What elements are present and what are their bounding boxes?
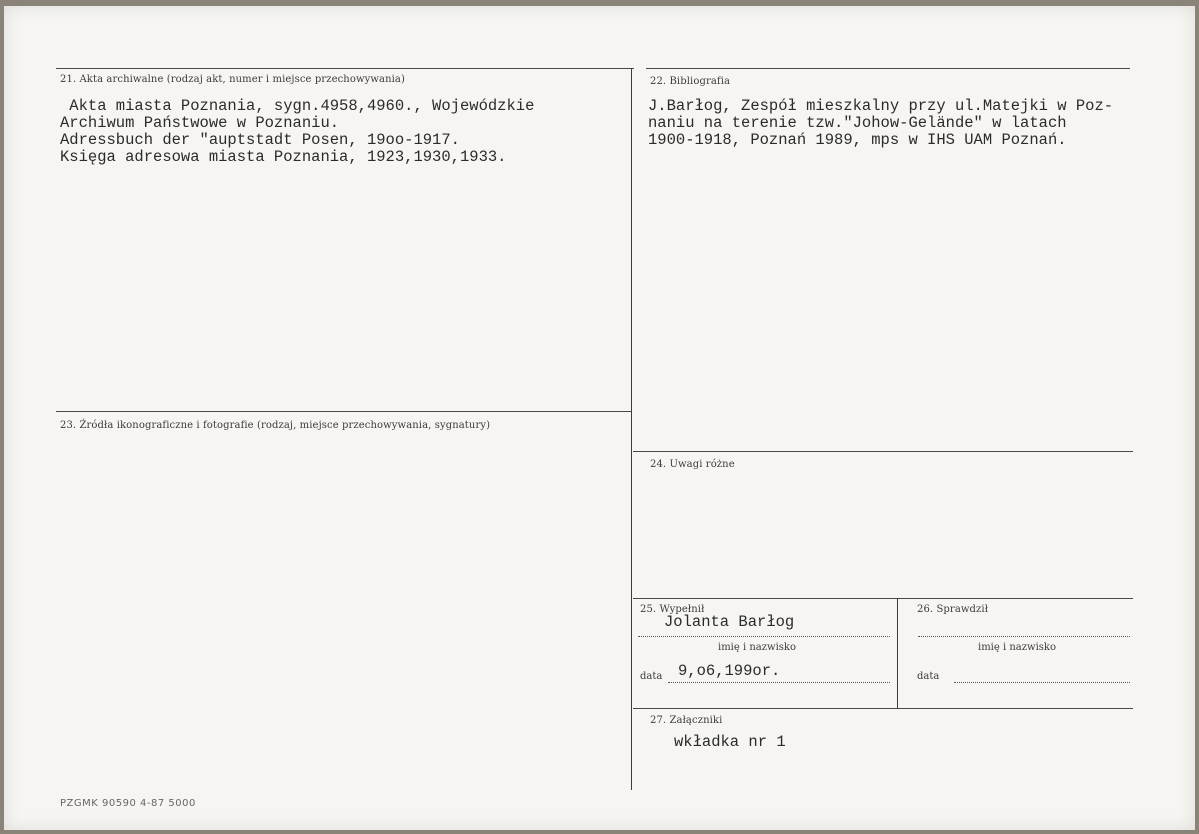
section-22-line: J.Barłog, Zespół mieszkalny przy ul.Matejki w Poz- (648, 97, 1114, 115)
section-27-label: 27. Załączniki (650, 715, 723, 726)
filled-by-name-caption: imię i nazwisko (718, 642, 796, 653)
filled-by-date-line (668, 682, 890, 683)
rule-22-24 (633, 451, 1133, 452)
filled-by-name-line (638, 636, 890, 637)
rule-21-23 (56, 411, 631, 412)
section-22-line: naniu na terenie tzw."Johow-Gelände" w latach (648, 114, 1067, 132)
section-24-label: 24. Uwagi różne (650, 459, 735, 470)
checked-by-name-line (918, 636, 1130, 637)
record-card (4, 6, 1195, 830)
section-21-line: Księga adresowa miasta Poznania, 1923,1930,1933. (60, 148, 507, 166)
section-21-label: 21. Akta archiwalne (rodzaj akt, numer i miejsce przechowywania) (60, 74, 405, 85)
section-21-line: Adressbuch der "auptstadt Posen, 19oo-1917. (60, 131, 460, 149)
section-25-label: 25. Wypełnił (640, 604, 705, 615)
rule-25-27 (633, 708, 1133, 709)
top-rule-left (56, 68, 634, 69)
section-22-label: 22. Bibliografia (650, 76, 731, 87)
section-23-label: 23. Źródła ikonograficzne i fotografie (rodzaj, miejsce przechowywania, sygnatury) (60, 420, 491, 431)
top-rule-right (646, 68, 1130, 69)
checked-by-name-caption: imię i nazwisko (978, 642, 1056, 653)
section-21-line: Akta miasta Poznania, sygn.4958,4960., Wojewódzkie (60, 97, 535, 115)
attachments-value: wkładka nr 1 (674, 733, 786, 751)
print-code: PZGMK 90590 4-87 5000 (60, 798, 196, 809)
rule-24-25 (633, 598, 1133, 599)
divider-25-26 (897, 598, 898, 708)
center-divider (631, 68, 632, 790)
section-26-label: 26. Sprawdził (917, 604, 989, 615)
filled-by-date-label: data (640, 671, 663, 682)
filled-by-name: Jolanta Barłog (664, 613, 795, 631)
checked-by-date-line (954, 682, 1130, 683)
checked-by-date-label: data (917, 671, 940, 682)
section-22-line: 1900-1918, Poznań 1989, mps w IHS UAM Poznań. (648, 131, 1067, 149)
filled-by-date: 9,o6,199or. (678, 662, 781, 680)
section-21-line: Archiwum Państwowe w Poznaniu. (60, 114, 340, 132)
